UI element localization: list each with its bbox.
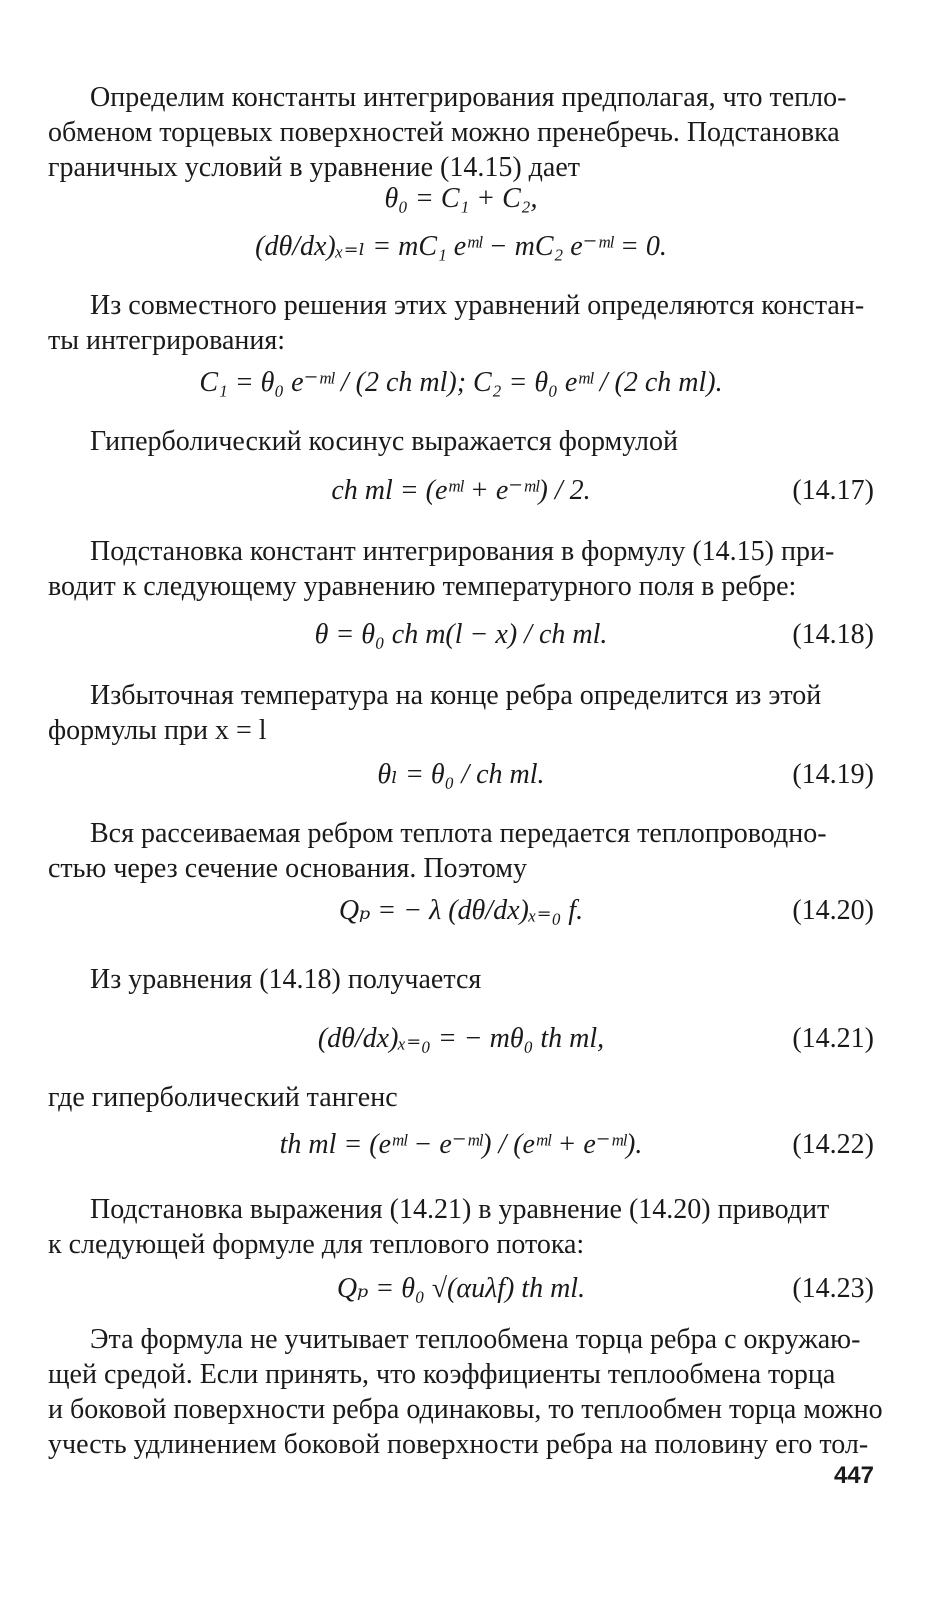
equation-expression: Qₚ = − λ (dθ/dx)ₓ₌₀ f. — [338, 895, 584, 926]
text-line: где гиперболический тангенс — [48, 1082, 398, 1113]
equation-14-17 — [48, 472, 874, 532]
text-line: Из уравнения (14.18) получается — [90, 964, 482, 995]
text-line: Вся рассеиваемая ребром теплота передается теплопроводно- — [90, 818, 827, 849]
text-line: щей средой. Если принять, что коэффициенты теплообмена торца — [48, 1359, 836, 1390]
equation-14-20 — [48, 892, 874, 952]
equation-expression: (dθ/dx)ₓ₌ₗ = mC₁ eᵐˡ − mC₂ e⁻ᵐˡ = 0. — [255, 231, 667, 262]
equation-expression: Qₚ = θ₀ √(αuλf) th ml. — [336, 1273, 586, 1304]
text-line: Определим константы интегрирования предполагая, что тепло- — [90, 82, 847, 113]
equation-expression: th ml = (eᵐˡ − e⁻ᵐˡ) / (eᵐˡ + e⁻ᵐˡ). — [279, 1129, 643, 1160]
equation-14-18 — [48, 616, 874, 676]
paragraph-6 — [48, 816, 874, 886]
paragraph-9 — [48, 1192, 874, 1262]
text-line: обменом торцевых поверхностей можно пренебречь. Подстановка — [48, 117, 840, 148]
text-line: ты интегрирования: — [48, 325, 286, 356]
equation-14-22 — [48, 1126, 874, 1186]
text-line: Подстановка выражения (14.21) в уравнение (14.20) приводит — [90, 1194, 830, 1225]
text-line: Гиперболический косинус выражается формулой — [90, 426, 678, 457]
equation-number: (14.19) — [792, 759, 874, 790]
equation-14-19 — [48, 756, 874, 816]
text-line: Эта формула не учитывает теплообмена торца ребра с окружаю- — [90, 1324, 861, 1355]
paragraph-8 — [48, 1080, 874, 1115]
text-line: Из совместного решения этих уравнений определяются констан- — [90, 290, 865, 321]
text-line: Подстановка констант интегрирования в формулу (14.15) при- — [90, 536, 835, 567]
equation-number: (14.17) — [792, 475, 874, 506]
equation-constants — [48, 364, 874, 424]
paragraph-3 — [48, 424, 874, 459]
text-line: к следующей формуле для теплового потока: — [48, 1229, 585, 1260]
equation-number: (14.18) — [792, 619, 874, 650]
paragraph-10 — [48, 1322, 883, 1462]
equation-expression: (dθ/dx)ₓ₌₀ = − mθ₀ th ml, — [317, 1023, 605, 1054]
page-number: 447 — [833, 1462, 874, 1489]
equation-number: (14.21) — [792, 1023, 874, 1054]
equation-14-21 — [48, 1020, 874, 1080]
equation-expression: θ₀ = C₁ + C₂, — [384, 183, 538, 214]
text-line: Избыточная температура на конце ребра определится из этой — [90, 680, 822, 711]
text-line: формулы при x = l — [48, 715, 267, 746]
text-line: и боковой поверхности ребра одинаковы, то теплообмен торца можно — [48, 1394, 883, 1425]
paragraph-7 — [48, 962, 874, 997]
equation-number: (14.22) — [792, 1129, 874, 1160]
equation-boundary-2 — [48, 228, 874, 288]
text-line: стью через сечение основания. Поэтому — [48, 853, 527, 884]
equation-14-23 — [48, 1270, 874, 1330]
paragraph-5 — [48, 678, 874, 748]
equation-expression: C₁ = θ₀ e⁻ᵐˡ / (2 ch ml); C₂ = θ₀ eᵐˡ / (2 ch ml). — [199, 367, 723, 398]
text-line: водит к следующему уравнению температурного поля в ребре: — [48, 571, 797, 602]
equation-expression: θₗ = θ₀ / ch ml. — [377, 759, 545, 790]
equation-expression: ch ml = (eᵐˡ + e⁻ᵐˡ) / 2. — [331, 475, 591, 506]
text-line: учесть удлинением боковой поверхности ребра на половину его тол- — [48, 1429, 869, 1460]
equation-number: (14.23) — [792, 1273, 874, 1304]
equation-expression: θ = θ₀ ch m(l − x) / ch ml. — [314, 619, 608, 650]
paragraph-4 — [48, 534, 874, 604]
equation-number: (14.20) — [792, 895, 874, 926]
paragraph-1 — [48, 80, 874, 185]
paragraph-2 — [48, 288, 874, 358]
text-line: граничных условий в уравнение (14.15) дает — [48, 152, 581, 183]
